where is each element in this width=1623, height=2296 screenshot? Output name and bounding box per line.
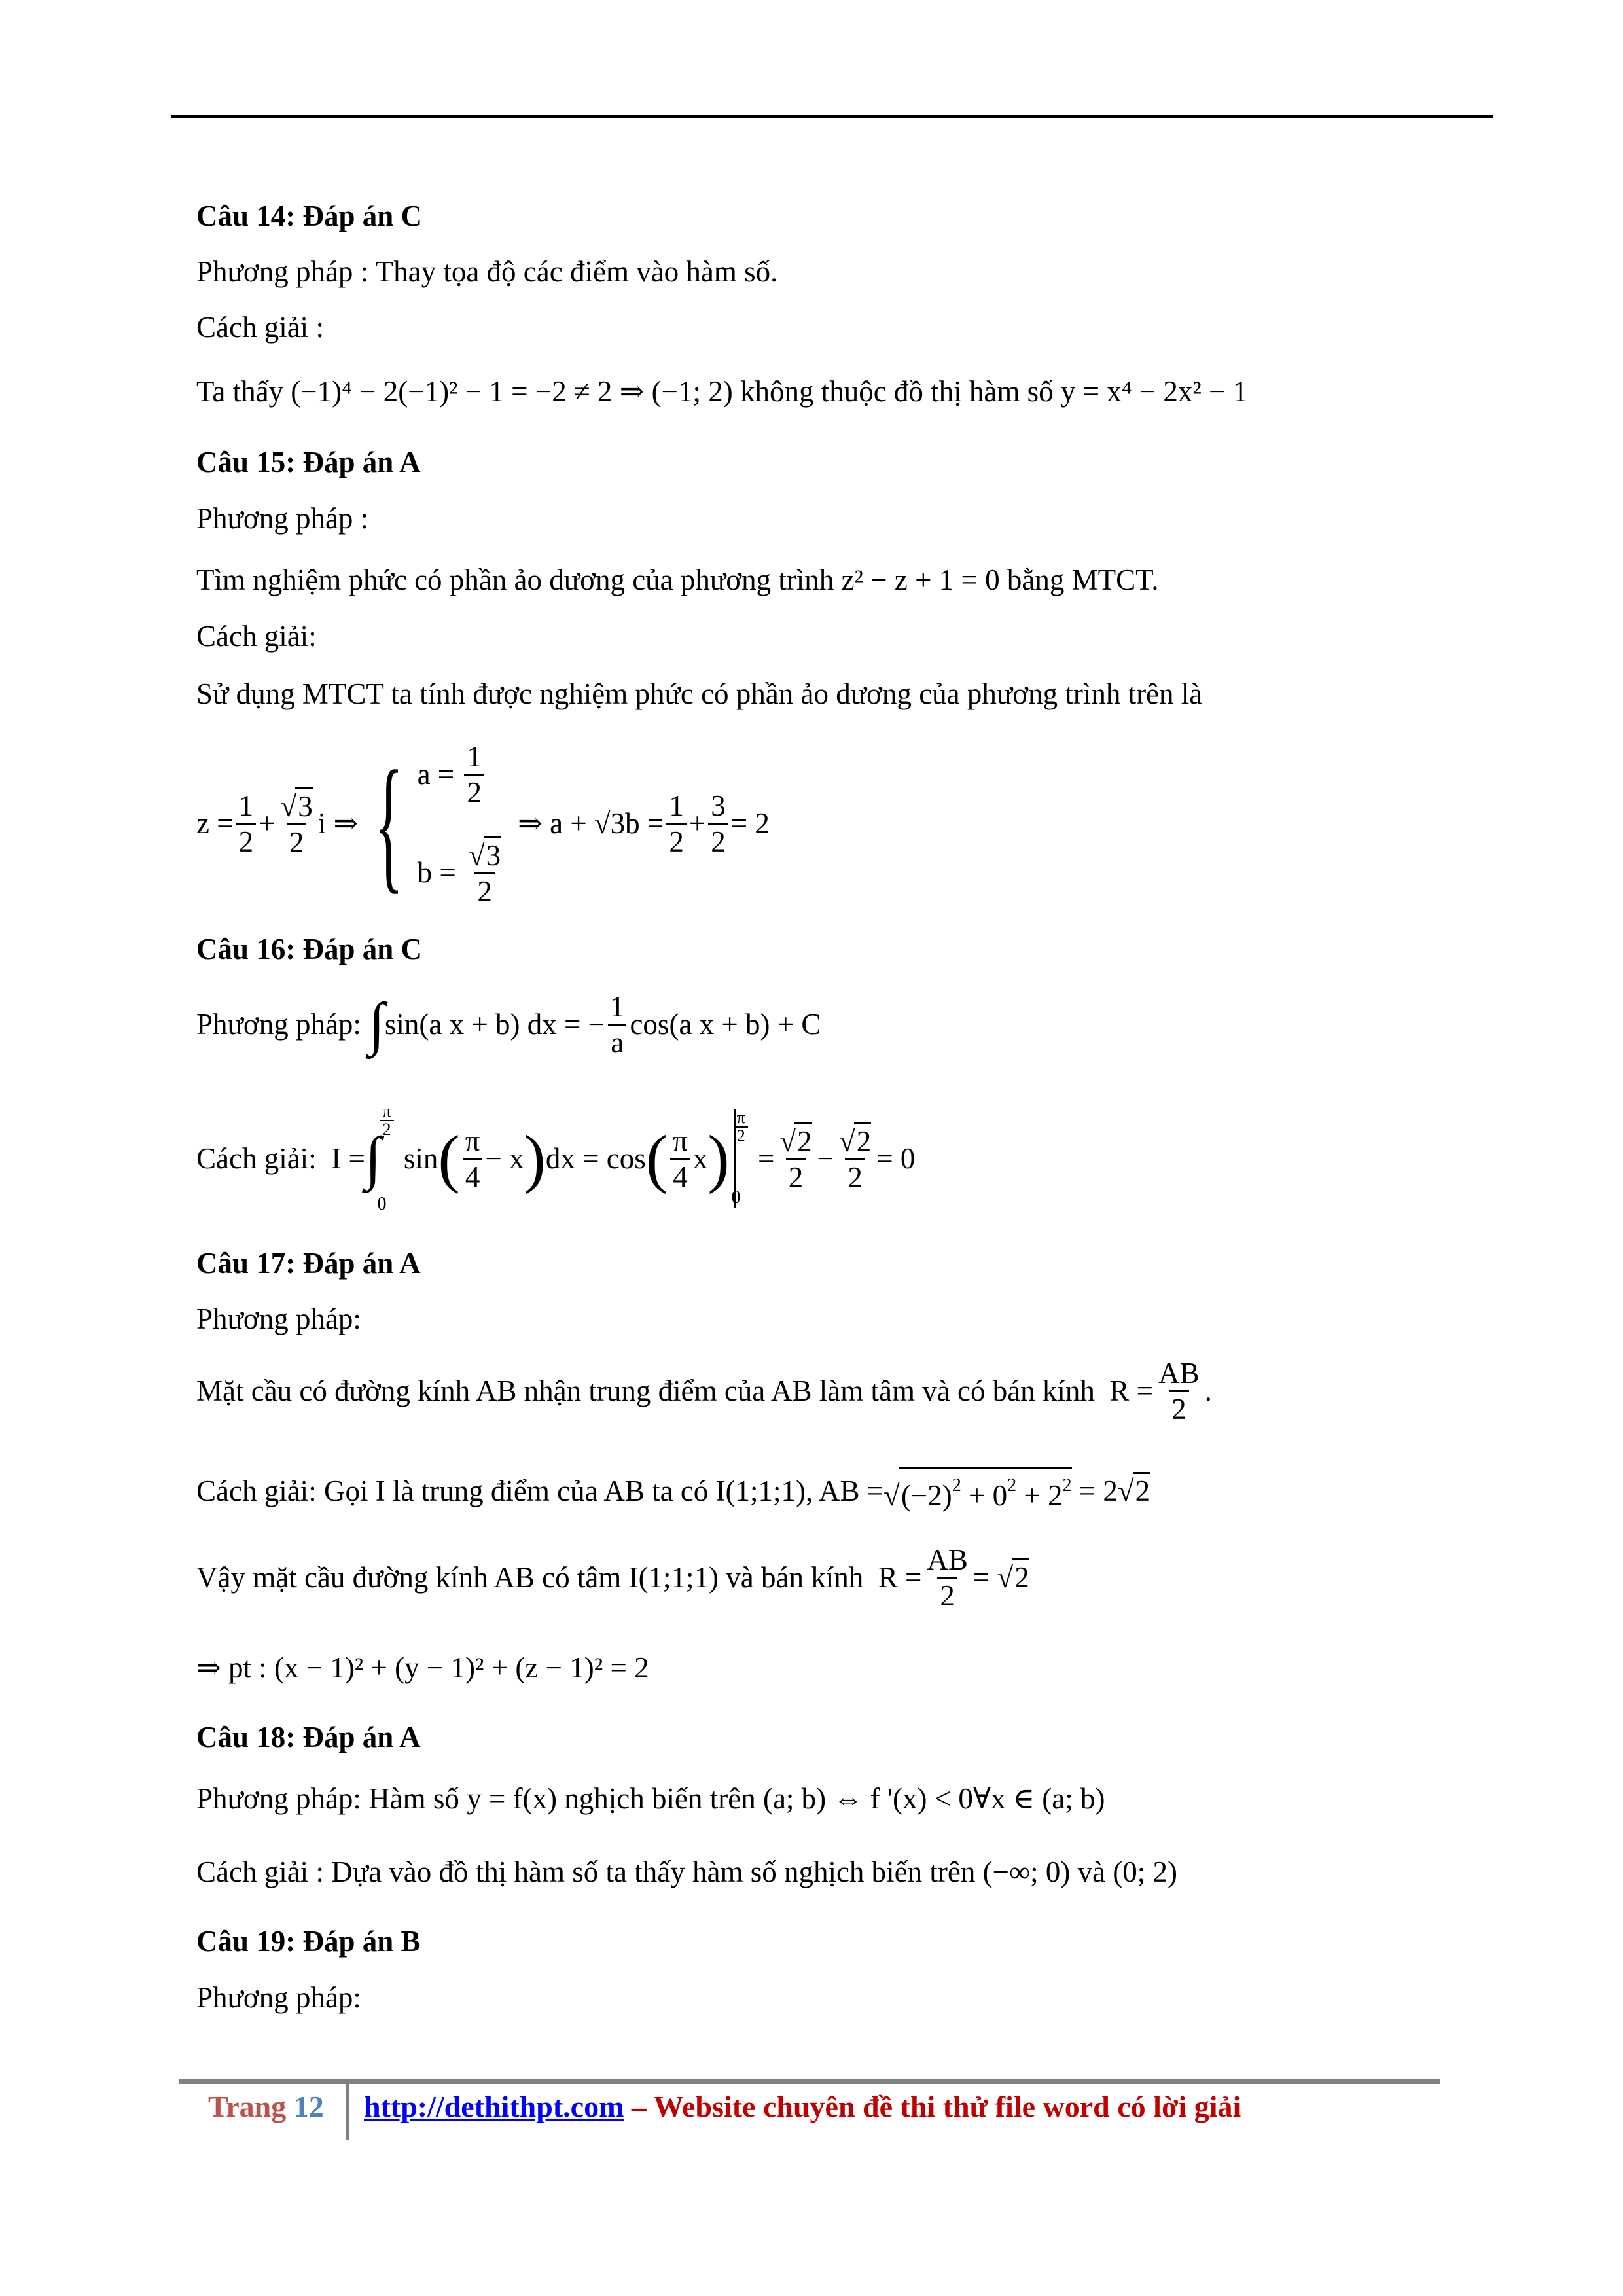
q17-line3-text: Vậy mặt cầu đường kính AB có tâm [196,1561,622,1594]
q18-solve-and: và [1077,1856,1106,1888]
q18-solve [196,1852,1177,1892]
q18-title: Câu 18: Đáp án A [196,1721,421,1753]
footer-separator [346,2084,349,2140]
q16-method: Phương pháp: ∫ sin(a x + b) dx = − $\frac{1}{a}$ cos(a x + b) + C [196,990,821,1059]
footer-url-link[interactable]: http://dethithpt.com [364,2090,624,2123]
footer-site [364,2089,1241,2124]
q17-line3: Vậy mặt cầu đường kính AB có tâm I(1;1;1) và bán kính R = $\frac{AB}{2}$ = √2 [196,1543,1029,1612]
q16-solve: Cách giải: I = ∫ $\frac{\pi}{2}$ 0 sin ( $\frac{\pi}{4}$ − x ) dx = cos ( $\frac{\pi}{4}$ x ) $\frac{\pi}{2}$ 0 = $\frac{√2}{2}$ − $\frac{√2}{2}$ = 0 [196,1102,916,1214]
q16-title: Câu 16: Đáp án C [196,933,423,965]
q14-expr: (−1)⁴ − 2(−1)² − 1 = −2 ≠ 2 ⇒ (−1; 2) [291,375,733,408]
q18-method-eq2: (a; b) ⇔ f '(x) < 0∀x ∈ (a; b) [762,1782,1105,1815]
q14-line [196,372,1247,411]
q15-line1 [196,560,1159,600]
q18-method [196,1779,1105,1818]
footer-page [208,2089,324,2124]
q16-method-label: Phương pháp: [196,1008,361,1041]
q16-solve-label: Cách giải: [196,1142,317,1175]
q15-line2: Sử dụng MTCT ta tính được nghiệm phức có phần ảo dương của phương trình trên là [196,677,1203,710]
q15-solution-formula: z = $\frac{1}{2}$ + $\frac{√3}{2}$ i ⇒ { a = $\frac{1}{2}$ b = $\frac{√3}{2}$ ⇒ a + √3b = $\frac{1}{2}$ + $\frac{3}{2}$ = 2 [196,740,770,908]
q19-title: Câu 19: Đáp án B [196,1925,421,1958]
q18-solve-eq1: (−∞; 0) [982,1856,1071,1888]
q15-title: Câu 15: Đáp án A [196,446,421,478]
q15-equation: z² − z + 1 = 0 [841,564,1000,596]
footer-rule [179,2079,1440,2084]
q17-title: Câu 17: Đáp án A [196,1247,421,1280]
q18-solve-eq2: (0; 2) [1113,1856,1178,1888]
q14-func: y = x⁴ − 2x² − 1 [1060,375,1248,408]
q14-method: Phương pháp : Thay tọa độ các điểm vào hàm số. [196,255,778,288]
q18-method-mid: nghịch biến trên [564,1782,756,1815]
q18-method-eq1: y = f(x) [467,1782,558,1815]
q15-solve: Cách giải: [196,620,317,653]
q17-line2: Cách giải: Gọi I là trung điểm của AB ta có I(1;1;1), AB = $√(-2)^2 + 0^2 + 2^2$ = 2√2 [196,1458,1150,1524]
q14-solve: Cách giải : [196,311,324,344]
q15-line1-text: Tìm nghiệm phức có phần ảo dương của phương trình [196,564,834,596]
footer-tagline: – Website chuyên đề thi thử file word có lời giải [624,2090,1241,2123]
q14-line-a: Ta thấy [196,375,284,408]
q14-title: Câu 14: Đáp án C [196,200,423,232]
q15-line1-tail: bằng MTCT. [1007,564,1159,596]
q17-line2-text: Cách giải: Gọi I là trung điểm của AB ta có [196,1475,709,1507]
q14-line-b: không thuộc đồ thị hàm số [740,375,1054,408]
q17-line1-text: Mặt cầu có đường kính AB nhận trung điểm của AB làm tâm và có bán kính [196,1374,1095,1407]
q17-radius-label: và bán kính [726,1561,864,1594]
q17-line1: Mặt cầu có đường kính AB nhận trung điểm của AB làm tâm và có bán kính R = $\frac{AB}{2}$ . [196,1356,1212,1426]
q17-line4: ⇒ pt : (x − 1)² + (y − 1)² + (z − 1)² = 2 [196,1651,649,1684]
header-rule [171,115,1493,118]
q17-method: Phương pháp: [196,1302,361,1335]
q15-method: Phương pháp : [196,502,369,535]
q19-method: Phương pháp: [196,1981,361,2014]
q18-method-text: Phương pháp: Hàm số [196,1782,459,1815]
footer-page-label: Trang [208,2090,287,2123]
q18-solve-text: Cách giải : Dựa vào đồ thị hàm số ta thấy hàm số nghịch biến trên [196,1856,976,1888]
q17-center: I(1;1;1) [628,1561,719,1594]
footer-page-number: 12 [293,2090,324,2123]
q17-line2-eq: I(1;1;1), AB = [715,1475,884,1507]
